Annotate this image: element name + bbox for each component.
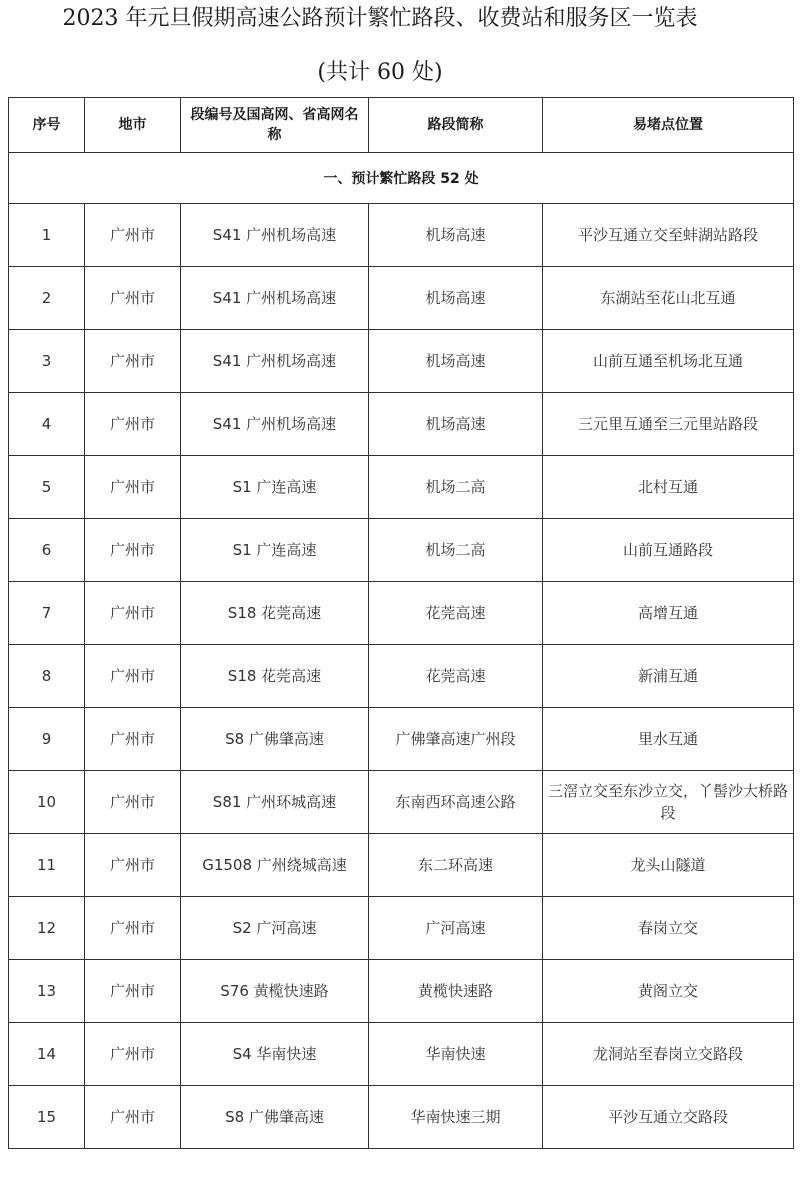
cell-location: 龙洞站至春岗立交路段 (543, 1023, 794, 1086)
header-city: 地市 (85, 98, 181, 153)
table-row (9, 834, 794, 897)
cell-road-code: S18 花莞高速 (181, 645, 369, 708)
cell-city: 广州市 (85, 582, 181, 645)
cell-segment: 东二环高速 (369, 834, 543, 897)
cell-location: 三滘立交至东沙立交，丫髻沙大桥路段 (543, 771, 794, 834)
cell-index: 1 (9, 204, 85, 267)
cell-index: 10 (9, 771, 85, 834)
header-row (9, 98, 794, 153)
cell-road-code: S8 广佛肇高速 (181, 1086, 369, 1149)
cell-location: 春岗立交 (543, 897, 794, 960)
table-row (9, 393, 794, 456)
cell-location: 黄阁立交 (543, 960, 794, 1023)
document-title: 2023 年元旦假期高速公路预计繁忙路段、收费站和服务区一览表 (62, 6, 698, 31)
table-row (9, 267, 794, 330)
cell-city: 广州市 (85, 708, 181, 771)
cell-city: 广州市 (85, 330, 181, 393)
cell-segment: 机场高速 (369, 267, 543, 330)
cell-location: 里水互通 (543, 708, 794, 771)
cell-city: 广州市 (85, 960, 181, 1023)
header-road-code: 段编号及国高网、省高网名称 (181, 98, 369, 153)
cell-road-code: S18 花莞高速 (181, 582, 369, 645)
cell-location: 东湖站至花山北互通 (543, 267, 794, 330)
cell-index: 12 (9, 897, 85, 960)
cell-road-code: S4 华南快速 (181, 1023, 369, 1086)
cell-road-code: S2 广河高速 (181, 897, 369, 960)
cell-segment: 广佛肇高速广州段 (369, 708, 543, 771)
cell-location: 山前互通至机场北互通 (543, 330, 794, 393)
cell-index: 11 (9, 834, 85, 897)
cell-segment: 广河高速 (369, 897, 543, 960)
table-row (9, 330, 794, 393)
congestion-table (8, 97, 794, 1149)
cell-index: 3 (9, 330, 85, 393)
table-row (9, 897, 794, 960)
cell-location: 山前互通路段 (543, 519, 794, 582)
cell-road-code: S41 广州机场高速 (181, 267, 369, 330)
cell-road-code: S8 广佛肇高速 (181, 708, 369, 771)
cell-index: 13 (9, 960, 85, 1023)
table-row (9, 645, 794, 708)
cell-location: 平沙互通立交至蚌湖站路段 (543, 204, 794, 267)
cell-location: 新浦互通 (543, 645, 794, 708)
cell-index: 4 (9, 393, 85, 456)
cell-location: 龙头山隧道 (543, 834, 794, 897)
cell-segment: 机场高速 (369, 330, 543, 393)
cell-city: 广州市 (85, 204, 181, 267)
cell-segment: 华南快速三期 (369, 1086, 543, 1149)
cell-road-code: S1 广连高速 (181, 519, 369, 582)
cell-segment: 机场高速 (369, 393, 543, 456)
cell-location: 北村互通 (543, 456, 794, 519)
cell-city: 广州市 (85, 456, 181, 519)
cell-city: 广州市 (85, 645, 181, 708)
header-segment: 路段简称 (369, 98, 543, 153)
document-subtitle: (共计 60 处) (317, 60, 443, 85)
section-row (9, 153, 794, 204)
cell-location: 高增互通 (543, 582, 794, 645)
cell-segment: 机场二高 (369, 456, 543, 519)
table-row (9, 960, 794, 1023)
cell-segment: 机场高速 (369, 204, 543, 267)
table-row (9, 708, 794, 771)
cell-segment: 黄榄快速路 (369, 960, 543, 1023)
cell-road-code: S41 广州机场高速 (181, 393, 369, 456)
cell-segment: 花莞高速 (369, 582, 543, 645)
cell-index: 6 (9, 519, 85, 582)
table-row (9, 771, 794, 834)
section-title: 一、预计繁忙路段 52 处 (9, 153, 794, 204)
cell-road-code: S41 广州机场高速 (181, 204, 369, 267)
cell-city: 广州市 (85, 771, 181, 834)
table-row (9, 204, 794, 267)
table-body (9, 153, 794, 1149)
table-row (9, 1023, 794, 1086)
cell-index: 15 (9, 1086, 85, 1149)
cell-location: 三元里互通至三元里站路段 (543, 393, 794, 456)
cell-index: 9 (9, 708, 85, 771)
cell-road-code: G1508 广州绕城高速 (181, 834, 369, 897)
cell-city: 广州市 (85, 519, 181, 582)
cell-city: 广州市 (85, 1023, 181, 1086)
cell-segment: 花莞高速 (369, 645, 543, 708)
cell-segment: 机场二高 (369, 519, 543, 582)
cell-road-code: S1 广连高速 (181, 456, 369, 519)
cell-segment: 东南西环高速公路 (369, 771, 543, 834)
cell-city: 广州市 (85, 267, 181, 330)
cell-index: 8 (9, 645, 85, 708)
cell-city: 广州市 (85, 393, 181, 456)
cell-road-code: S41 广州机场高速 (181, 330, 369, 393)
cell-city: 广州市 (85, 834, 181, 897)
table-row (9, 1086, 794, 1149)
cell-location: 平沙互通立交路段 (543, 1086, 794, 1149)
cell-index: 7 (9, 582, 85, 645)
cell-index: 5 (9, 456, 85, 519)
cell-index: 2 (9, 267, 85, 330)
table-row (9, 456, 794, 519)
cell-index: 14 (9, 1023, 85, 1086)
header-location: 易堵点位置 (543, 98, 794, 153)
header-index: 序号 (9, 98, 85, 153)
cell-road-code: S76 黄榄快速路 (181, 960, 369, 1023)
cell-segment: 华南快速 (369, 1023, 543, 1086)
table-row (9, 582, 794, 645)
cell-city: 广州市 (85, 897, 181, 960)
cell-city: 广州市 (85, 1086, 181, 1149)
cell-road-code: S81 广州环城高速 (181, 771, 369, 834)
table-row (9, 519, 794, 582)
